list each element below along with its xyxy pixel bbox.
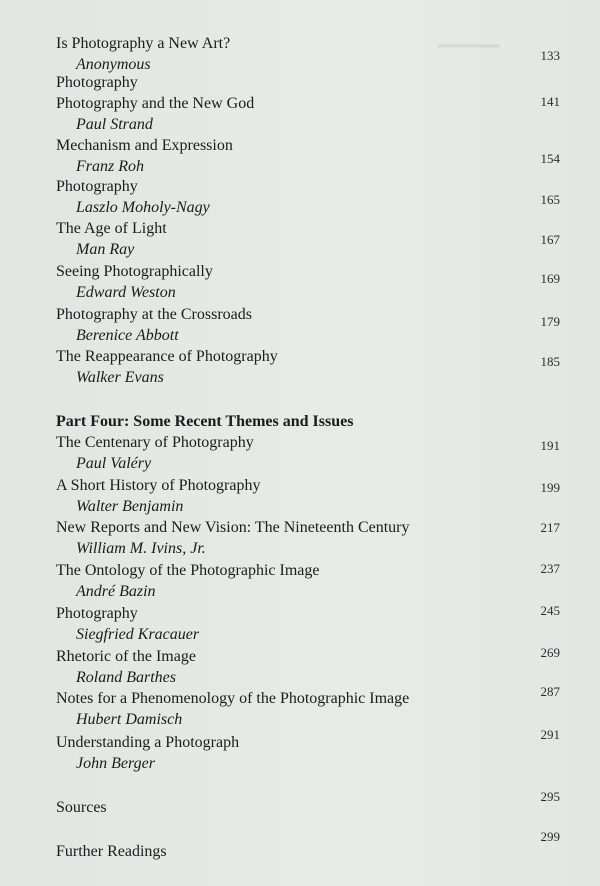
- entry-title: Further Readings: [56, 843, 167, 860]
- entry-author: John Berger: [76, 755, 155, 772]
- entry-title: The Age of Light: [56, 220, 167, 237]
- entry-title: The Centenary of Photography: [56, 434, 254, 451]
- entry-page-number: 245: [540, 603, 560, 618]
- entry-title: New Reports and New Vision: The Nineteenth Century: [56, 519, 410, 536]
- entry-page-number: 291: [540, 727, 560, 742]
- entry-page-number: 169: [540, 271, 560, 286]
- entry-page-number: 295: [540, 789, 560, 804]
- entry-author: Berenice Abbott: [76, 327, 179, 344]
- part-four-heading: Part Four: Some Recent Themes and Issues: [56, 413, 354, 430]
- entry-title: Notes for a Phenomenology of the Photographic Image: [56, 690, 410, 707]
- entry-title: Understanding a Photograph: [56, 734, 240, 751]
- entry-page-number: 199: [540, 480, 560, 495]
- entry-page-number: 217: [540, 520, 560, 535]
- entry-author: Paul Valéry: [76, 455, 152, 472]
- entry-page-number: 154: [540, 151, 560, 166]
- entry-title: Seeing Photographically: [56, 263, 213, 280]
- entry-title: Photography: [56, 605, 138, 622]
- entry-author: Anonymous: [76, 56, 151, 73]
- entry-page-number: 167: [540, 232, 560, 247]
- entry-title: Photography: [56, 74, 138, 91]
- entry-author: Laszlo Moholy-Nagy: [76, 199, 210, 216]
- entry-page-number: 269: [540, 645, 560, 660]
- entry-title: Is Photography a New Art?: [56, 35, 231, 52]
- entry-author: William M. Ivins, Jr.: [76, 540, 206, 557]
- entry-author: Edward Weston: [76, 284, 176, 301]
- entry-page-number: 299: [540, 829, 560, 844]
- entry-author: Siegfried Kracauer: [76, 626, 200, 643]
- entry-page-number: 185: [540, 354, 560, 369]
- entry-author: Walker Evans: [76, 369, 164, 386]
- entry-title: The Reappearance of Photography: [56, 348, 278, 365]
- entry-page-number: 179: [540, 314, 560, 329]
- entry-author: Franz Roh: [76, 158, 144, 175]
- entry-page-number: 141: [540, 94, 560, 109]
- entry-page-number: 237: [540, 561, 560, 576]
- entry-title: A Short History of Photography: [56, 477, 261, 494]
- entry-title: Sources: [56, 799, 107, 816]
- entry-title: Photography at the Crossroads: [56, 306, 252, 323]
- entry-title: Mechanism and Expression: [56, 137, 233, 154]
- entry-author: André Bazin: [76, 583, 156, 600]
- entry-author: Walter Benjamin: [76, 498, 184, 515]
- bleed-through-mark: ▔▔▔▔: [438, 46, 500, 68]
- entry-page-number: 133: [540, 48, 560, 63]
- entry-author: Hubert Damisch: [76, 711, 183, 728]
- entry-title: Photography and the New God: [56, 95, 255, 112]
- entry-page-number: 165: [540, 192, 560, 207]
- entry-author: Man Ray: [76, 241, 135, 258]
- entry-page-number: 191: [540, 438, 560, 453]
- entry-title: Rhetoric of the Image: [56, 648, 196, 665]
- entry-page-number: 287: [540, 684, 560, 699]
- entry-author: Roland Barthes: [76, 669, 176, 686]
- entry-title: The Ontology of the Photographic Image: [56, 562, 320, 579]
- entry-title: Photography: [56, 178, 138, 195]
- entry-author: Paul Strand: [76, 116, 153, 133]
